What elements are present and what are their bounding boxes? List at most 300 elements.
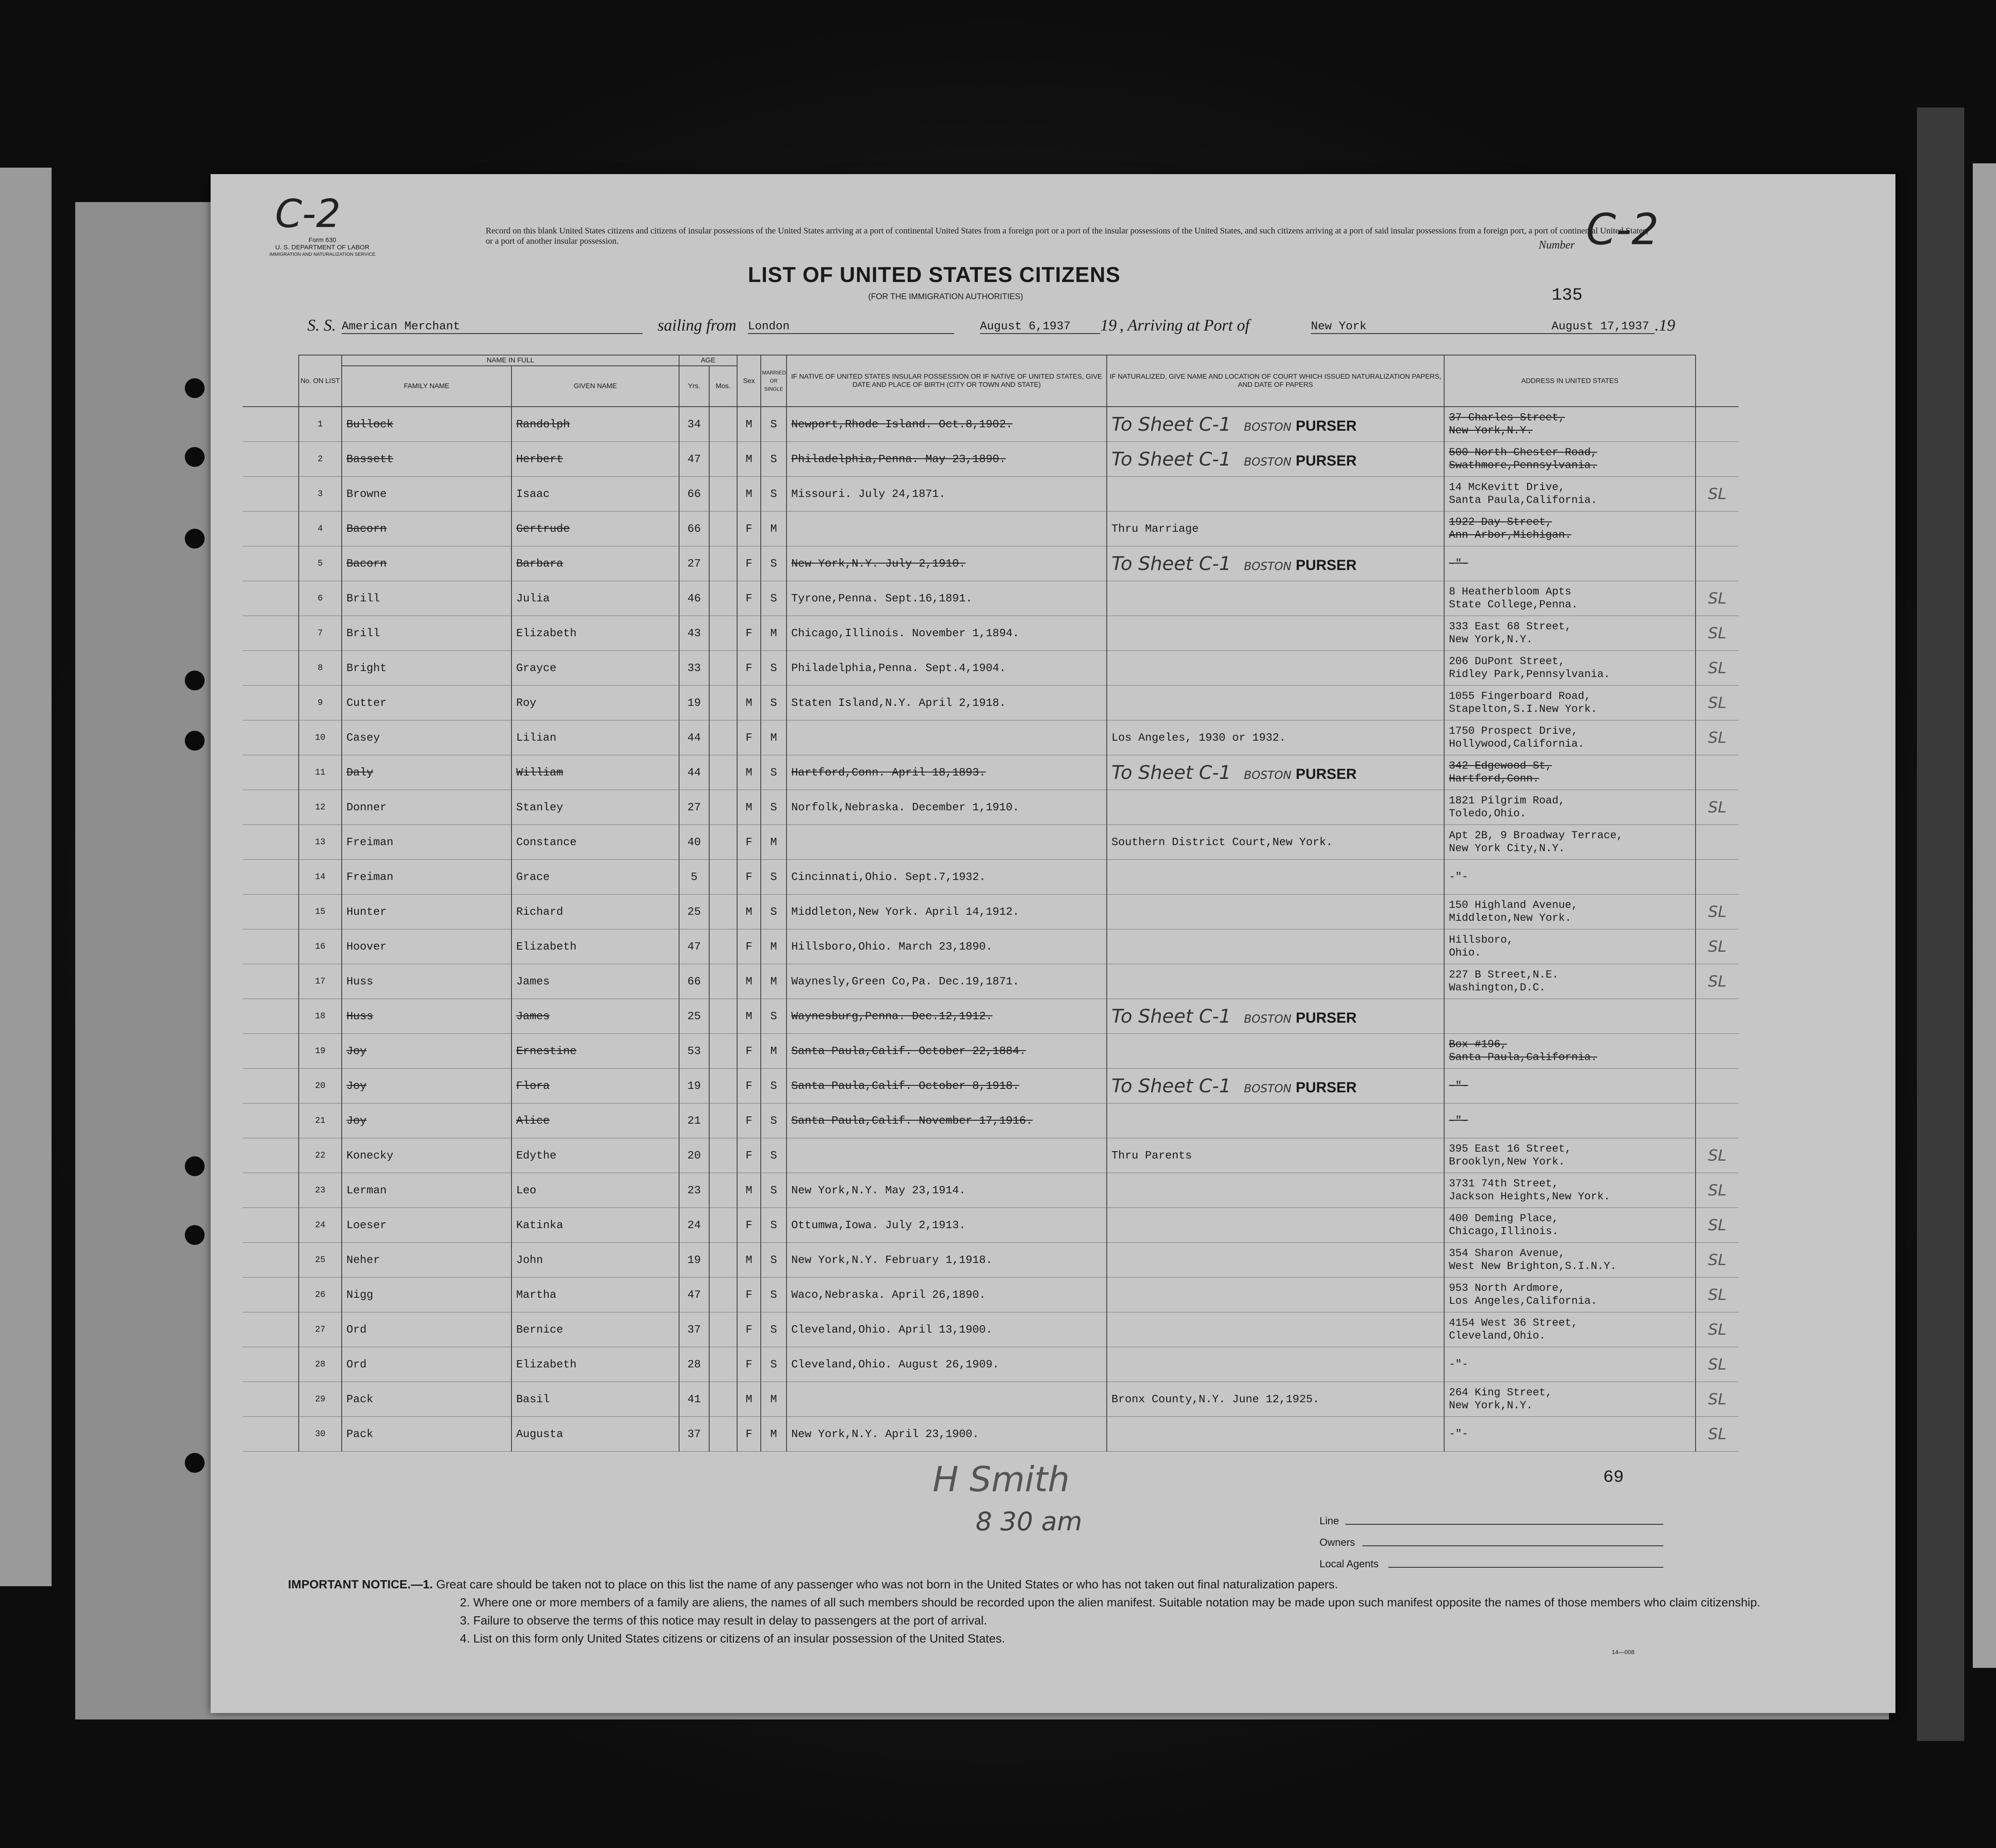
sheet-number: C-2 [1586,204,1659,254]
address-line-1: -"- [1449,1114,1469,1127]
marital-status-cell: S [761,1138,787,1173]
adjacent-page-left [0,168,52,1586]
given-name-cell: Katinka [511,1208,679,1243]
address-line-1: -"- [1449,870,1469,883]
naturalized-text: Bronx County,N.Y. June 12,1925. [1111,1393,1319,1406]
table-row [243,651,1739,686]
sl-mark [1696,1069,1739,1103]
address-line-2: Jackson Heights,New York. [1449,1190,1610,1203]
address-cell [1444,651,1696,686]
table-row [243,755,1739,790]
family-name-cell: Freiman [342,860,511,895]
naturalized-cell [1107,1312,1444,1347]
address-line-2: Los Angeles,California. [1449,1295,1598,1307]
naturalized-cell [1107,999,1444,1034]
col-family-name: FAMILY NAME [342,366,511,407]
given-name-cell: John [511,1243,679,1278]
address-cell [1444,929,1696,964]
age-years-cell: 27 [679,790,709,825]
table-row [243,964,1739,999]
given-name-cell: Herbert [511,442,679,477]
age-years-cell: 33 [679,651,709,686]
transfer-note: To Sheet C-1 [1111,448,1231,470]
family-name-cell: Huss [342,964,511,999]
marital-status-cell: S [761,686,787,720]
address-line-1: 14 McKevitt Drive, [1449,481,1565,493]
margin-cell [243,581,299,616]
margin-cell [243,1034,299,1069]
age-months-cell [709,651,737,686]
sex-cell: F [737,651,761,686]
marital-status-cell: S [761,1103,787,1138]
naturalized-cell [1107,546,1444,581]
sl-mark [1696,546,1739,581]
purser-stamp: PURSER [1295,1079,1357,1096]
table-row [243,1243,1739,1278]
birth-cell [787,720,1107,755]
birth-cell: Chicago,Illinois. November 1,1894. [787,616,1107,651]
age-months-cell [709,860,737,895]
address-cell [1444,1034,1696,1069]
age-years-cell: 28 [679,1347,709,1382]
family-name-cell: Bacorn [342,546,511,581]
table-row [243,581,1739,616]
birth-cell: Waynesly,Green Co,Pa. Dec.19,1871. [787,964,1107,999]
form-id-block [254,236,391,258]
marital-status-cell: S [761,442,787,477]
purser-stamp: PURSER [1295,452,1357,469]
given-name-cell: Leo [511,1173,679,1208]
family-name-cell: Ord [342,1347,511,1382]
birth-cell: Santa Paula,Calif. November 17,1916. [787,1103,1107,1138]
row-number: 30 [299,1417,342,1452]
table-row [243,1417,1739,1452]
given-name-cell: Julia [511,581,679,616]
naturalized-cell [1107,1034,1444,1069]
sex-cell: M [737,999,761,1034]
given-name-cell: Grayce [511,651,679,686]
marital-status-cell: S [761,1243,787,1278]
address-cell [1444,720,1696,755]
marital-status-cell: S [761,999,787,1034]
address-cell [1444,790,1696,825]
age-months-cell [709,407,737,442]
family-name-cell: Joy [342,1034,511,1069]
transfer-note: To Sheet C-1 [1111,761,1231,784]
age-months-cell [709,1069,737,1103]
margin-cell [243,686,299,720]
row-number: 29 [299,1382,342,1417]
address-cell [1444,964,1696,999]
address-line-2: New York,N.Y. [1449,633,1533,646]
year-suffix: .19 [1655,316,1675,334]
birth-cell: Middleton,New York. April 14,1912. [787,895,1107,929]
margin-cell [243,1417,299,1452]
address-cell [1444,477,1696,512]
address-line-2: Santa Paula,California. [1449,494,1598,506]
family-name-cell: Brill [342,616,511,651]
row-number: 18 [299,999,342,1034]
number-label: Number [1539,239,1575,251]
given-name-cell: James [511,999,679,1034]
binder-hole [185,378,205,398]
family-name-cell: Hoover [342,929,511,964]
family-name-cell: Bright [342,651,511,686]
transfer-note: To Sheet C-1 [1111,552,1231,575]
address-line-1: Box #196, [1449,1038,1507,1051]
address-line-1: 342 Edgewood St, [1449,760,1552,772]
address-cell [1444,825,1696,860]
margin-cell [243,1103,299,1138]
sl-mark: SL [1696,1173,1739,1208]
birth-cell: Missouri. July 24,1871. [787,477,1107,512]
sl-mark: SL [1696,929,1739,964]
age-months-cell [709,1138,737,1173]
age-years-cell: 43 [679,616,709,651]
given-name-cell: Martha [511,1278,679,1312]
table-row [243,1278,1739,1312]
table-row [243,720,1739,755]
address-cell [1444,1382,1696,1417]
age-months-cell [709,1034,737,1069]
table-row [243,860,1739,895]
address-cell [1444,512,1696,546]
sl-mark: SL [1696,1347,1739,1382]
age-months-cell [709,1208,737,1243]
age-years-cell: 19 [679,1243,709,1278]
age-months-cell [709,720,737,755]
family-name-cell: Neher [342,1243,511,1278]
table-row [243,686,1739,720]
table-row [243,1208,1739,1243]
sl-mark [1696,999,1739,1034]
table-row [243,1312,1739,1347]
purser-stamp: PURSER [1295,417,1357,434]
sex-cell: F [737,546,761,581]
row-number: 17 [299,964,342,999]
sex-cell: M [737,1243,761,1278]
sl-mark: SL [1696,477,1739,512]
age-years-cell: 37 [679,1312,709,1347]
birth-cell: Ottumwa,Iowa. July 2,1913. [787,1208,1107,1243]
given-name-cell: William [511,755,679,790]
sex-cell: M [737,755,761,790]
family-name-cell: Nigg [342,1278,511,1312]
address-cell [1444,895,1696,929]
birth-cell [787,1138,1107,1173]
given-name-cell: Elizabeth [511,1347,679,1382]
age-years-cell: 5 [679,860,709,895]
page-subtitle: (FOR THE IMMIGRATION AUTHORITIES) [868,292,1023,301]
owners-field [1362,1545,1663,1546]
age-months-cell [709,999,737,1034]
transfer-port-note: BOSTON [1244,769,1292,782]
address-cell [1444,686,1696,720]
address-line-1: 500 North Chester Road, [1449,446,1598,459]
notice-item-number: 3. [460,1614,470,1627]
address-line-1: 150 Highland Avenue, [1449,899,1578,911]
row-number: 13 [299,825,342,860]
margin-cell [243,895,299,929]
address-line-1: -"- [1449,1079,1469,1092]
row-number: 8 [299,651,342,686]
sex-cell: M [737,477,761,512]
margin-cell [243,825,299,860]
naturalized-cell [1107,755,1444,790]
row-number: 10 [299,720,342,755]
row-number: 26 [299,1278,342,1312]
family-name-cell: Ord [342,1312,511,1347]
address-line-1: -"- [1449,557,1469,570]
table-row [243,477,1739,512]
naturalized-cell [1107,929,1444,964]
margin-cell [243,407,299,442]
naturalized-cell [1107,407,1444,442]
naturalized-cell [1107,686,1444,720]
sl-mark [1696,442,1739,477]
ship-name: American Merchant [342,320,643,334]
birth-cell: Norfolk,Nebraska. December 1,1910. [787,790,1107,825]
transfer-note: To Sheet C-1 [1111,413,1231,435]
table-row [243,999,1739,1034]
row-number: 16 [299,929,342,964]
age-years-cell: 44 [679,755,709,790]
notice-item-number: 2. [460,1596,470,1609]
address-line-1: 206 DuPont Street, [1449,655,1565,668]
marital-status-cell: S [761,477,787,512]
age-years-cell: 37 [679,1417,709,1452]
arriving-date: August 17,1937 [1552,320,1655,334]
address-cell [1444,1243,1696,1278]
passenger-rows [243,407,1739,1452]
naturalized-cell [1107,1138,1444,1173]
form-code: 14—008 [1612,1649,1635,1655]
birth-cell: Staten Island,N.Y. April 2,1918. [787,686,1107,720]
age-months-cell [709,790,737,825]
birth-cell: Philadelphia,Penna. Sept.4,1904. [787,651,1107,686]
address-line-1: 8 Heatherbloom Apts [1449,585,1572,598]
age-months-cell [709,964,737,999]
age-months-cell [709,1243,737,1278]
naturalized-cell [1107,1417,1444,1452]
given-name-cell: Augusta [511,1417,679,1452]
marital-status-cell: S [761,651,787,686]
marital-status-cell: M [761,929,787,964]
col-naturalized: IF NATURALIZED, GIVE NAME AND LOCATION OF COURT WHICH ISSUED NATURALIZATION PAPERS, AND DATE OF PAPERS [1107,355,1444,407]
birth-cell: Waco,Nebraska. April 26,1890. [787,1278,1107,1312]
age-months-cell [709,442,737,477]
margin-cell [243,512,299,546]
address-line-2: New York,N.Y. [1449,424,1533,437]
address-line-2: Hollywood,California. [1449,738,1585,750]
margin-cell [243,1312,299,1347]
sl-mark: SL [1696,1382,1739,1417]
sl-mark: SL [1696,964,1739,999]
address-line-2: Ridley Park,Pennsylvania. [1449,668,1610,680]
margin-cell [243,442,299,477]
naturalized-text: Thru Parents [1111,1149,1192,1162]
address-line-2: Chicago,Illinois. [1449,1225,1559,1238]
sl-mark [1696,755,1739,790]
age-months-cell [709,1103,737,1138]
age-months-cell [709,1173,737,1208]
family-name-cell: Bullock [342,407,511,442]
marital-status-cell: S [761,407,787,442]
birth-cell [787,512,1107,546]
binder-hole [185,1156,205,1176]
row-number: 24 [299,1208,342,1243]
family-name-cell: Konecky [342,1138,511,1173]
stamp-number: 69 [1603,1468,1624,1487]
address-line-1: 1922 Day Street, [1449,516,1552,528]
marital-status-cell: S [761,755,787,790]
age-months-cell [709,755,737,790]
birth-cell: Santa Paula,Calif. October 8,1918. [787,1069,1107,1103]
sl-mark [1696,825,1739,860]
sl-mark: SL [1696,616,1739,651]
sl-mark: SL [1696,1208,1739,1243]
col-given-name: GIVEN NAME [511,366,679,407]
sl-mark: SL [1696,651,1739,686]
local-agents-field [1388,1567,1663,1568]
given-name-cell: Gertrude [511,512,679,546]
address-cell [1444,1278,1696,1312]
table-row [243,895,1739,929]
row-number: 12 [299,790,342,825]
address-cell [1444,442,1696,477]
marital-status-cell: S [761,790,787,825]
birth-cell: Cleveland,Ohio. April 13,1900. [787,1312,1107,1347]
age-years-cell: 19 [679,1069,709,1103]
given-name-cell: Elizabeth [511,929,679,964]
naturalized-cell [1107,790,1444,825]
sl-mark: SL [1696,581,1739,616]
age-months-cell [709,1347,737,1382]
sl-mark: SL [1696,790,1739,825]
given-name-cell: Bernice [511,1312,679,1347]
naturalized-text: Los Angeles, 1930 or 1932. [1111,731,1286,744]
age-years-cell: 44 [679,720,709,755]
address-cell [1444,1208,1696,1243]
age-years-cell: 21 [679,1103,709,1138]
sl-mark: SL [1696,686,1739,720]
sl-mark: SL [1696,1417,1739,1452]
transfer-port-note: BOSTON [1244,1012,1292,1026]
corner-mark-left: C-2 [275,191,341,236]
address-line-1: 953 North Ardmore, [1449,1282,1565,1294]
row-number: 27 [299,1312,342,1347]
table-row [243,407,1739,442]
sex-cell: F [737,1069,761,1103]
sl-mark: SL [1696,895,1739,929]
family-name-cell: Cutter [342,686,511,720]
row-number: 19 [299,1034,342,1069]
given-name-cell: Flora [511,1069,679,1103]
table-row [243,546,1739,581]
col-age: AGE [679,355,737,366]
age-months-cell [709,1312,737,1347]
col-years: Yrs. [679,366,709,407]
address-line-2: New York,N.Y. [1449,1399,1533,1412]
table-row [243,442,1739,477]
adjacent-page-right [1973,163,1996,1668]
sl-mark [1696,860,1739,895]
age-months-cell [709,616,737,651]
birth-cell: Tyrone,Penna. Sept.16,1891. [787,581,1107,616]
col-address: ADDRESS IN UNITED STATES [1444,355,1696,407]
margin-cell [243,755,299,790]
important-notice [288,1575,1792,1648]
given-name-cell: Basil [511,1382,679,1417]
col-name-in-full: NAME IN FULL [342,355,679,366]
row-number: 6 [299,581,342,616]
address-line-2: Washington,D.C. [1449,981,1546,994]
form-number: Form 630 [308,236,337,244]
sl-mark: SL [1696,1312,1739,1347]
transfer-port-note: BOSTON [1244,1082,1292,1095]
address-cell [1444,1069,1696,1103]
row-number: 9 [299,686,342,720]
binder-hole [185,671,205,690]
transfer-note: To Sheet C-1 [1111,1005,1231,1027]
age-months-cell [709,1278,737,1312]
address-line-2: State College,Penna. [1449,598,1578,611]
transfer-port-note: BOSTON [1244,420,1292,434]
transfer-note: To Sheet C-1 [1111,1075,1231,1097]
sex-cell: F [737,512,761,546]
naturalized-cell [1107,860,1444,895]
marital-status-cell: S [761,895,787,929]
address-line-1: Hillsboro, [1449,934,1514,946]
address-line-1: 1750 Prospect Drive, [1449,725,1578,737]
col-no-on-list: No. ON LIST [299,355,342,407]
margin-cell [243,860,299,895]
address-line-1: 354 Sharon Avenue, [1449,1247,1565,1260]
age-months-cell [709,1417,737,1452]
naturalized-cell [1107,895,1444,929]
sailing-from-label: sailing from [658,316,737,334]
address-cell [1444,1417,1696,1452]
age-years-cell: 25 [679,999,709,1034]
given-name-cell: Stanley [511,790,679,825]
page-number: 135 [1552,286,1583,305]
age-years-cell: 24 [679,1208,709,1243]
marital-status-cell: S [761,1069,787,1103]
binder-hole [185,529,205,549]
address-cell [1444,546,1696,581]
margin-cell [243,1382,299,1417]
naturalized-cell [1107,1347,1444,1382]
purser-stamp: PURSER [1295,766,1357,782]
address-line-1: 3731 74th Street, [1449,1177,1559,1190]
sl-mark: SL [1696,1138,1739,1173]
family-name-cell: Loeser [342,1208,511,1243]
year-suffix: 19 [1100,316,1117,334]
address-cell [1444,1173,1696,1208]
sailing-from: London [748,320,954,334]
table-row [243,616,1739,651]
naturalized-cell [1107,1243,1444,1278]
age-years-cell: 47 [679,1278,709,1312]
address-line-1: 400 Deming Place, [1449,1212,1559,1225]
marital-status-cell: M [761,720,787,755]
birth-cell: New York,N.Y. April 23,1900. [787,1417,1107,1452]
family-name-cell: Lerman [342,1173,511,1208]
given-name-cell: Constance [511,825,679,860]
address-cell [1444,1312,1696,1347]
sex-cell: F [737,1138,761,1173]
naturalized-text: Thru Marriage [1111,522,1199,535]
